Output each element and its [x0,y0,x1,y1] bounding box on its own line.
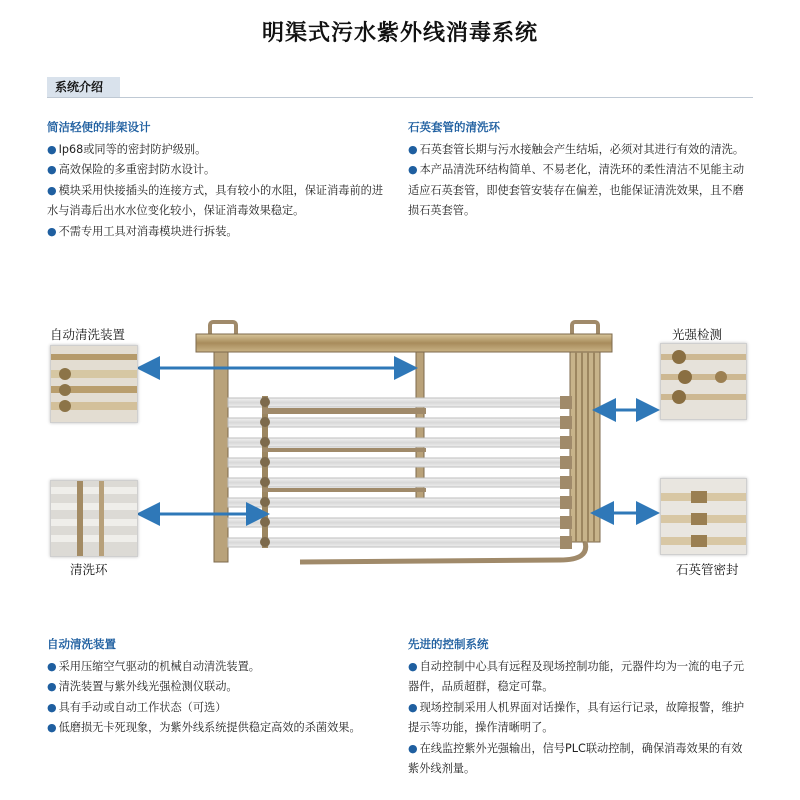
intro-tab: 系统介绍 [47,77,120,97]
list-item: ● 低磨损无卡死现象，为紫外线系统提供稳定高效的杀菌效果。 [47,721,361,734]
list-item: ● 本产品清洗环结构简单、不易老化，清洗环的柔性清洁不见能主动适应石英套管，即使套管安装存在偏差，也能保证清洗效果，且不磨损石英套管。 [408,163,745,217]
frame-left-post [214,352,228,562]
bullet-icon: ● [47,659,57,673]
quartz-tubes [228,398,570,547]
bullet-icon: ● [408,142,418,156]
bullet-icon: ● [47,700,57,714]
bullet-icon: ● [47,224,57,238]
callout-auto-clean-label: 自动清洗装置 [50,327,126,342]
list-item: ● 采用压缩空气驱动的机械自动清洗装置。 [47,659,260,673]
callout-uv-sensor-label: 光强检测 [672,327,723,342]
bullet-icon: ● [47,721,57,734]
list-item: ● 不需专用工具对消毒模块进行拆装。 [47,224,238,238]
list-item: ● 清洗装置与紫外线光强检测仪联动。 [47,680,238,693]
bullet-icon: ● [47,183,57,197]
thumb-auto-clean [50,345,138,423]
bullet-icon: ● [408,741,418,755]
section-title: 先进的控制系统 [408,637,489,651]
thumb-quartz-seal [660,478,747,555]
callout-clean-ring-label: 清洗环 [70,562,108,577]
callout-quartz-seal-label: 石英管密封 [676,562,739,577]
bullet-icon: ● [408,163,418,176]
bullet-icon: ● [408,700,418,714]
list-item: ● 石英套管长期与污水接触会产生结垢，必须对其进行有效的清洗。 [408,142,745,156]
bullet-icon: ● [47,142,57,156]
thumb-clean-ring [50,480,138,557]
bullet-icon: ● [408,659,418,673]
cable-bundle [300,352,600,562]
list-item: ● 模块采用快接插头的连接方式，具有较小的水阻，保证消毒前的进水与消毒后出水水位变化较小，保证消毒效果稳定。 [47,183,384,217]
list-item: ● 具有手动或自动工作状态（可选） [47,700,227,714]
section-auto-cleaning [47,634,382,739]
list-item: ● 现场控制采用人机界面对话操作，具有运行记录，故障报警，维护提示等功能，操作清晰明了。 [408,700,745,734]
list-item: ● 高效保险的多重密封防水设计。 [47,163,216,176]
frame-top-beam [196,334,612,352]
section-title: 简洁轻便的排架设计 [47,120,151,134]
section-control-system [408,634,753,780]
list-item: ● 自动控制中心具有远程及现场控制功能，元器件均为一流的电子元器件，品质超群，稳定可靠。 [408,659,745,693]
page-title: 明渠式污水紫外线消毒系统 [261,21,538,46]
bullet-icon: ● [47,163,57,176]
thumb-uv-sensor [660,343,747,420]
list-item: ● Ip68或同等的密封防护级别。 [47,142,207,156]
section-title: 自动清洗装置 [47,637,116,651]
list-item: ● 在线监控紫外光强输出，信号PLC联动控制，确保消毒效果的有效紫外线剂量。 [408,741,743,775]
section-title: 石英套管的清洗环 [408,120,500,134]
bullet-icon: ● [47,680,57,693]
